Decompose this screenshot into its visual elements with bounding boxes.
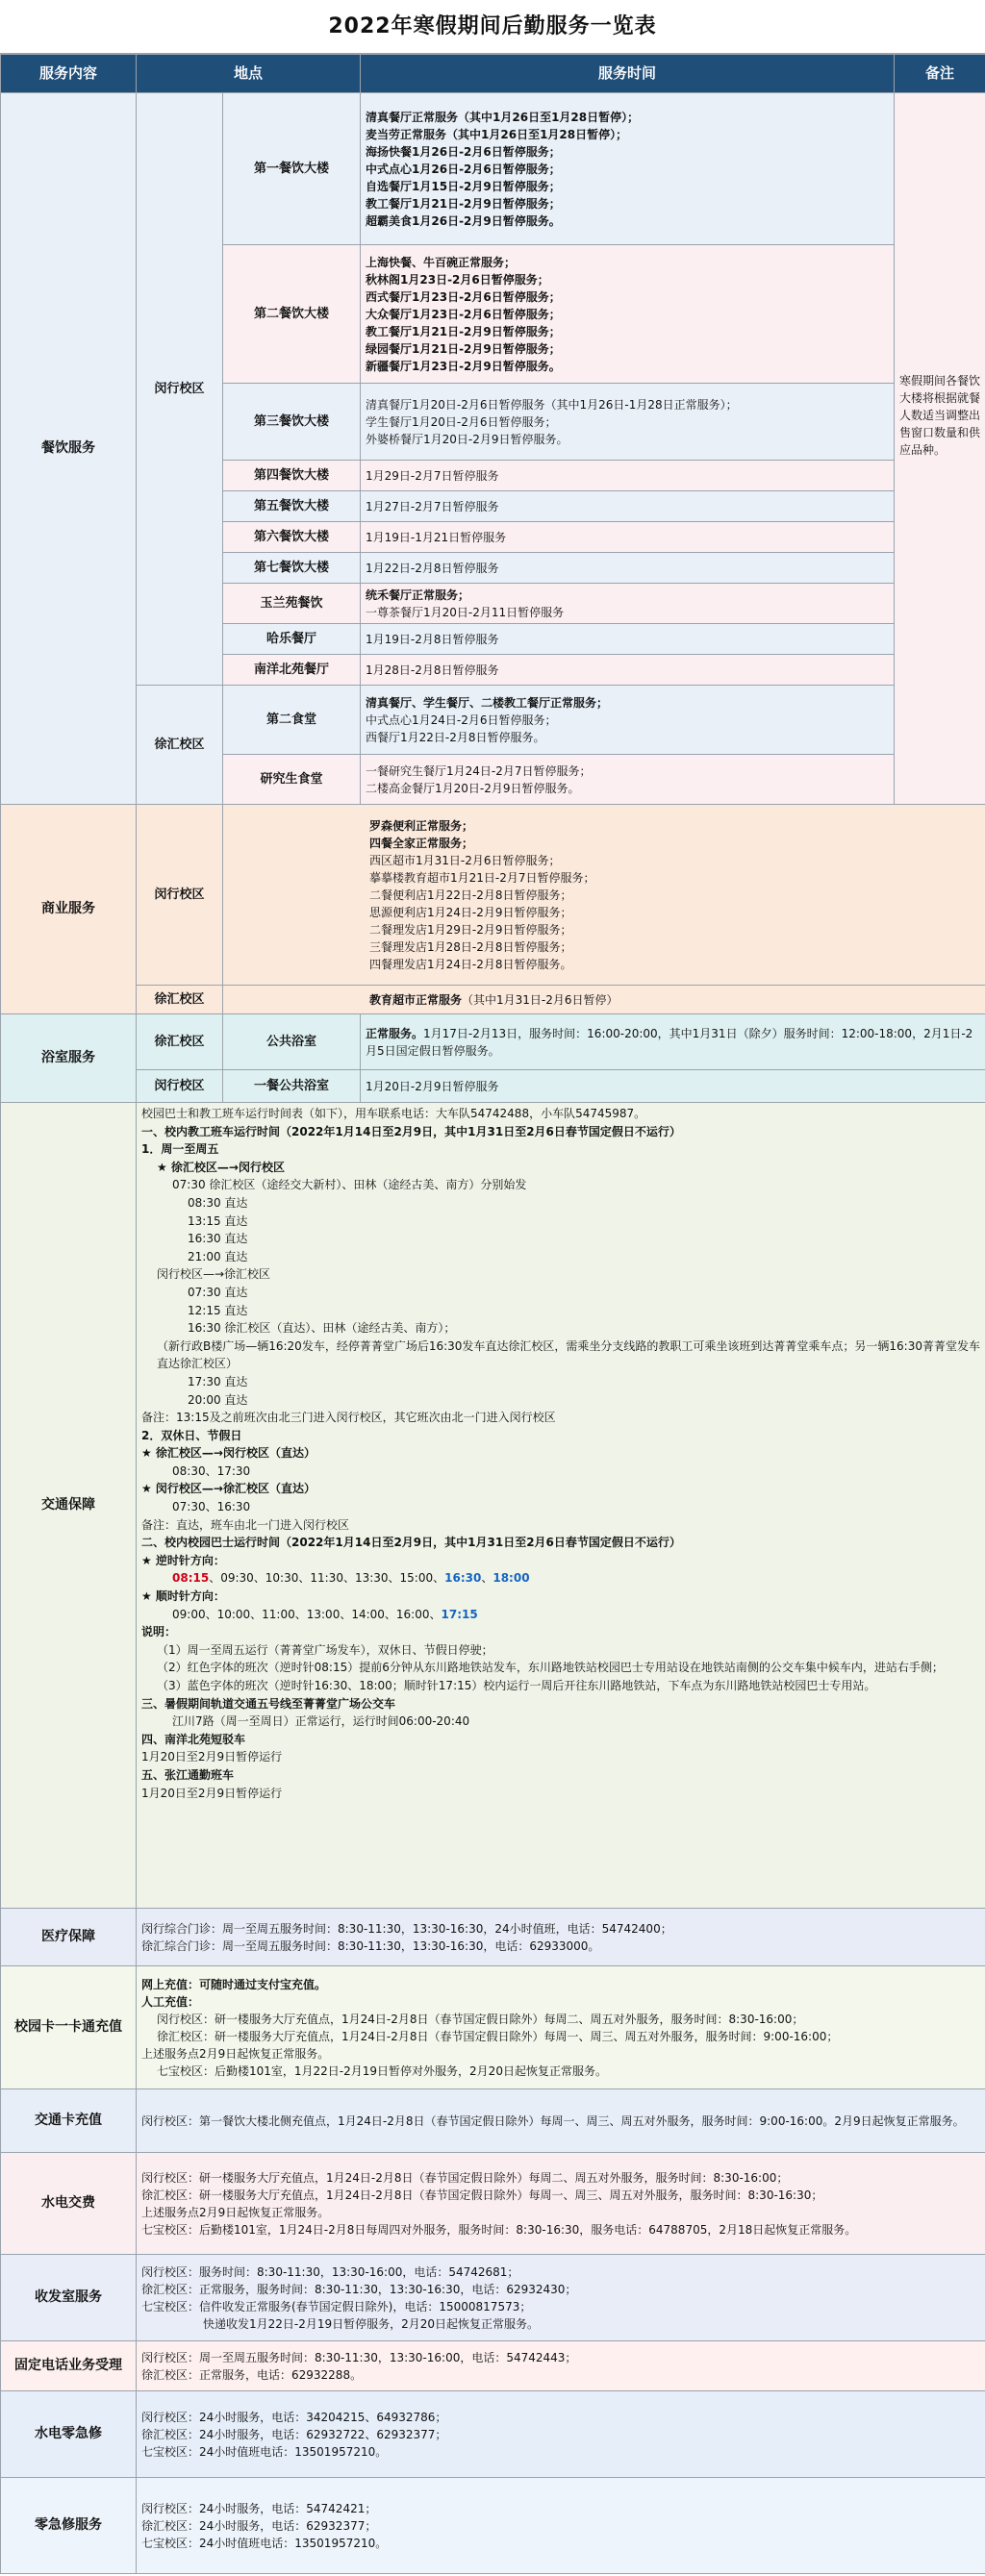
table-row: [1, 2255, 985, 2341]
cw-time-list: 09:00、10:00、11:00、13:00、14:00、16:00、: [172, 1607, 442, 1621]
campus-minhang: 闵行校区: [137, 805, 223, 986]
table-row: [1, 1103, 985, 1909]
service-time-cell: [223, 805, 985, 986]
service-line: 海扬快餐1月26日-2月6日暂停服务；: [366, 144, 561, 159]
service-line: 备注：13:15及之前班次由北三门进入闵行校区，其它班次由北一门进入闵行校区: [141, 1411, 556, 1425]
service-line: 20:00 直达: [188, 1392, 248, 1407]
service-line: 清真餐厅1月20日-2月6日暂停服务（其中1月26日-1月28日正常服务）；: [366, 397, 738, 412]
table-row: [1, 805, 985, 986]
service-line: 闵行校区：服务时间：8:30-11:30，13:30-16:00，电话：54742681；: [141, 2264, 519, 2279]
location-cell: 一餐公共浴室: [223, 1070, 361, 1103]
campus-minhang: 闵行校区: [137, 1070, 223, 1103]
service-line: 上述服务点2月9日起恢复正常服务。: [141, 2046, 330, 2061]
service-line: 七宝校区：后勤楼101室，1月24日-2月8日每周四对外服务，服务时间：8:30-16:30，服务电话：64788705，2月18日起恢复正常服务。: [141, 2222, 857, 2237]
service-line: 1．周一至周五: [141, 1142, 219, 1157]
service-line: （其中1月31日-2月6日暂停）: [462, 992, 619, 1007]
service-line: 七宝校区：24小时值班电话：13501957210。: [141, 2444, 388, 2459]
service-line: 一尊茶餐厅1月20日-2月11日暂停服务: [366, 605, 565, 619]
service-line: 超霸美食1月26日-2月9日暂停服务。: [366, 213, 561, 228]
service-line: 大众餐厅1月23日-2月6日暂停服务；: [366, 307, 561, 321]
service-line: 中式点心1月24日-2月6日暂停服务；: [366, 713, 557, 727]
table-header-row: [1, 55, 985, 93]
table-row: [1, 2478, 985, 2574]
service-line: 西餐厅1月22日-2月8日暂停服务。: [366, 730, 545, 744]
table-row: [1, 686, 985, 755]
service-line: ★ 顺时针方向：: [141, 1589, 225, 1604]
service-time-cell: [361, 461, 895, 491]
service-line: ★ 闵行校区—→徐汇校区（直达）: [141, 1482, 316, 1496]
service-line: 教工餐厅1月21日-2月9日暂停服务；: [366, 324, 561, 338]
service-line: 07:30、16:30: [172, 1500, 251, 1514]
service-line: 四、南洋北苑短驳车: [141, 1732, 246, 1746]
service-line: 麦当劳正常服务（其中1月26日至1月28日暂停）；: [366, 127, 628, 141]
service-line: 一、校内教工班车运行时间（2022年1月14日至2月9日，其中1月31日至2月6日春节国定假日不运行）: [141, 1124, 681, 1138]
service-line: ★ 徐汇校区—→闵行校区: [157, 1160, 285, 1174]
service-line: 12:15 直达: [188, 1303, 248, 1317]
service-line: 21:00 直达: [188, 1249, 248, 1263]
service-line: 二餐理发店1月29日-2月9日暂停服务；: [369, 922, 572, 937]
table-row: [1, 2153, 985, 2255]
service-line: 徐汇综合门诊：周一至周五服务时间：8:30-11:30，13:30-16:30，电话：62933000。: [141, 1938, 600, 1953]
category-bath: 浴室服务: [1, 1014, 137, 1103]
bath-section: [1, 1014, 985, 1103]
service-line: 1月20日至2月9日暂停运行: [141, 1750, 283, 1764]
campus-xuhui: 徐汇校区: [137, 986, 223, 1014]
service-line: 说明：: [141, 1625, 177, 1639]
location-cell: 第一餐饮大楼: [223, 93, 361, 245]
service-time-cell: [361, 686, 895, 755]
service-time-cell: [361, 384, 895, 461]
service-line: 西区超市1月31日-2月6日暂停服务；: [369, 853, 561, 867]
category-emg: 零急修服务: [1, 2478, 137, 2574]
table-row: [1, 2089, 985, 2153]
service-line: 清真餐厅正常服务（其中1月26日至1月28日暂停）；: [366, 110, 640, 124]
category-phone: 固定电话业务受理: [1, 2341, 137, 2391]
service-line: 统禾餐厅正常服务；: [366, 588, 470, 602]
service-line: 07:30 徐汇校区（途经交大新村）、田林（途经古美、南方）分别始发: [172, 1178, 527, 1192]
location-cell: 公共浴室: [223, 1014, 361, 1070]
service-line: 教工餐厅1月21日-2月9日暂停服务；: [366, 196, 561, 211]
location-cell: 第三餐饮大楼: [223, 384, 361, 461]
header-time: 服务时间: [361, 55, 895, 93]
service-line: 校园巴士和教工班车运行时间表（如下），用车联系电话：大车队54742488，小车队54745987。: [141, 1107, 646, 1120]
service-line: 08:30 直达: [188, 1195, 248, 1210]
service-line: 四餐全家正常服务；: [369, 836, 474, 850]
service-line: 七宝校区：24小时值班电话：13501957210。: [141, 2536, 388, 2550]
service-line: 1月27日-2月7日暂停服务: [366, 499, 499, 513]
service-time-cell: [361, 755, 895, 805]
service-time-cell: [361, 584, 895, 624]
page-title: 2022年寒假期间后勤服务一览表: [0, 0, 985, 54]
service-line: （新行政B楼广场—辆16:20发车，经停菁菁堂广场后16:30发车直达徐汇校区，需乘坐分支线路的教职工可乘坐该班到达菁菁堂乘车点；另一辆16:30菁菁堂发车直达徐汇校区）: [157, 1338, 980, 1371]
cw-time-blue: 17:15: [441, 1607, 478, 1621]
table-row: [1, 1014, 985, 1070]
service-line: 自选餐厅1月15日-2月9日暂停服务；: [366, 179, 561, 193]
service-line: （3）蓝色字体的班次（逆时针16:30、18:00；顺时针17:15）校内运行一周后开往东川路地铁站，下车点为东川路地铁站校园巴士专用站。: [157, 1679, 876, 1692]
category-mail: 收发室服务: [1, 2255, 137, 2341]
service-line: 闵行校区：第一餐饮大楼北侧充值点，1月24日-2月8日（春节国定假日除外）每周一、周三、周五对外服务，服务时间：9:00-16:00。2月9日起恢复正常服务。: [141, 2113, 965, 2128]
service-line: 思源便利店1月24日-2月9日暂停服务；: [369, 905, 572, 919]
header-note: 备注: [895, 55, 985, 93]
service-line: 1月22日-2月8日暂停服务: [366, 561, 499, 575]
service-line: 上海快餐、牛百碗正常服务；: [366, 255, 517, 269]
location-cell: 第七餐饮大楼: [223, 553, 361, 584]
service-time-cell: [137, 2089, 985, 2153]
table-row: [1, 986, 985, 1014]
service-line: 徐汇校区：研一楼服务大厅充值点，1月24日-2月8日（春节国定假日除外）每周一、周三、周五对外服务，服务时间：9:00-16:00；: [157, 2029, 839, 2043]
table-row: [1, 2341, 985, 2391]
table-row: [1, 2391, 985, 2478]
service-line: 备注：直达，班车由北一门进入闵行校区: [141, 1517, 350, 1532]
location-cell: 第二餐饮大楼: [223, 245, 361, 384]
service-line: 秋林阁1月23日-2月6日暂停服务；: [366, 272, 549, 287]
service-time-cell: [361, 522, 895, 553]
service-line: 闵行校区：研一楼服务大厅充值点，1月24日-2月8日（春节国定假日除外）每周二、周五对外服务，服务时间：8:30-16:00；: [141, 2170, 789, 2185]
service-time-cell: [361, 93, 895, 245]
service-time-cell: [361, 655, 895, 686]
header-location: 地点: [137, 55, 361, 93]
service-line: 西式餐厅1月23日-2月6日暂停服务；: [366, 289, 561, 304]
service-line: 二、校内校园巴士运行时间（2022年1月14日至2月9日，其中1月31日至2月6日春节国定假日不运行）: [141, 1536, 681, 1550]
ccw-time-blue: 16:30: [444, 1571, 482, 1586]
service-line: 徐汇校区：正常服务，服务时间：8:30-11:30，13:30-16:30，电话：62932430；: [141, 2282, 577, 2296]
service-line: 徐汇校区：24小时服务，电话：62932377；: [141, 2518, 377, 2533]
service-line: 上述服务点2月9日起恢复正常服务。: [141, 2205, 330, 2219]
service-line: 一餐研究生餐厅1月24日-2月7日暂停服务；: [366, 763, 592, 778]
category-traffic: 交通保障: [1, 1103, 137, 1909]
service-time-cell: [137, 2341, 985, 2391]
service-time-cell: [137, 1103, 985, 1909]
service-line: 清真餐厅、学生餐厅、二楼教工餐厅正常服务；: [366, 695, 609, 710]
service-line: 13:15 直达: [188, 1213, 248, 1228]
service-line: 罗森便利正常服务；: [369, 818, 474, 833]
location-cell: 哈乐餐厅: [223, 624, 361, 655]
service-line: （1）周一至周五运行（菁菁堂广场发车），双休日、节假日停驶；: [157, 1642, 493, 1657]
service-line: 二楼高金餐厅1月20日-2月9日暂停服务。: [366, 781, 580, 795]
service-time-cell: [223, 986, 985, 1014]
table-row: [1, 1909, 985, 1966]
service-time-cell: [137, 2478, 985, 2574]
table-row: [1, 1966, 985, 2089]
business-section: [1, 805, 985, 1014]
service-line: ★ 徐汇校区—→闵行校区（直达）: [141, 1446, 316, 1461]
service-time-cell: [361, 491, 895, 522]
ccw-time-sep: 、: [481, 1571, 493, 1586]
location-cell: 第二食堂: [223, 686, 361, 755]
service-line: 七宝校区：信件收发正常服务(春节国定假日除外)，电话：15000817573；: [141, 2299, 532, 2313]
header-content: 服务内容: [1, 55, 137, 93]
cw-times: [141, 1606, 980, 1624]
service-line: 四餐理发店1月24日-2月8日暂停服务。: [369, 957, 572, 971]
service-time-cell: [361, 1014, 985, 1070]
service-line: 绿园餐厅1月21日-2月9日暂停服务；: [366, 341, 561, 356]
note-dining: 寒假期间各餐饮大楼将根据就餐人数适当调整出售窗口数量和供应品种。: [895, 93, 985, 805]
location-cell: 研究生食堂: [223, 755, 361, 805]
service-line: 三餐理发店1月28日-2月8日暂停服务；: [369, 939, 572, 954]
service-line: ★ 逆时针方向：: [141, 1553, 225, 1567]
service-line: 网上充值：可随时通过支付宝充值。: [141, 1977, 327, 1991]
service-line: 江川7路（周一至周日）正常运行，运行时间06:00-20:40: [172, 1714, 470, 1729]
location-cell: 第六餐饮大楼: [223, 522, 361, 553]
category-fix: 水电零急修: [1, 2391, 137, 2478]
service-time-cell: [137, 2153, 985, 2255]
simple-sections: [1, 1909, 985, 2574]
service-line: 三、暑假期间轨道交通五号线至菁菁堂广场公交车: [141, 1696, 396, 1711]
campus-xuhui: 徐汇校区: [137, 686, 223, 805]
service-line: 2．双休日、节假日: [141, 1428, 242, 1442]
service-line: 外婆桥餐厅1月20日-2月9日暂停服务。: [366, 432, 568, 446]
table-row: [1, 93, 985, 245]
traffic-section: [1, 1103, 985, 1909]
location-cell: 第四餐饮大楼: [223, 461, 361, 491]
service-table: [0, 54, 985, 2574]
service-time-cell: [361, 245, 895, 384]
service-line: 二餐便利店1月22日-2月8日暂停服务；: [369, 888, 572, 902]
ccw-time-blue: 18:00: [492, 1571, 530, 1586]
service-line: 闵行校区：周一至周五服务时间：8:30-11:30，13:30-16:00，电话：54742443；: [141, 2350, 577, 2364]
service-line: 闵行校区：研一楼服务大厅充值点，1月24日-2月8日（春节国定假日除外）每周二、周五对外服务，服务时间：8:30-16:00；: [157, 2012, 804, 2026]
ccw-time-red: 08:15: [172, 1571, 210, 1586]
ccw-times: [141, 1569, 980, 1588]
service-line: 闵行综合门诊：周一至周五服务时间：8:30-11:30，13:30-16:30，24小时值班，电话：54742400；: [141, 1921, 672, 1936]
service-line: 徐汇校区：正常服务，电话：62932288。: [141, 2367, 363, 2382]
service-time-cell: [137, 2391, 985, 2478]
service-line: 学生餐厅1月20日-2月6日暂停服务；: [366, 414, 557, 429]
service-line: 教育超市正常服务: [369, 992, 463, 1007]
service-line: 正常服务。: [366, 1026, 424, 1040]
service-time-cell: [137, 1909, 985, 1966]
service-line: 徐汇校区：研一楼服务大厅充值点，1月24日-2月8日（春节国定假日除外）每周一、周三、周五对外服务，服务时间：8:30-16:30；: [141, 2188, 823, 2202]
service-time-cell: 1月20日-2月9日暂停服务: [361, 1070, 985, 1103]
location-cell: 玉兰苑餐饮: [223, 584, 361, 624]
service-line: 人工充值：: [141, 1994, 200, 2009]
service-line: 16:30 徐汇校区（直达）、田林（途经古美、南方）；: [188, 1321, 456, 1336]
service-line: 七宝校区：后勤楼101室，1月22日-2月19日暂停对外服务，2月20日起恢复正常服务。: [157, 2063, 607, 2078]
service-time-cell: [137, 2255, 985, 2341]
service-line: 中式点心1月26日-2月6日暂停服务；: [366, 162, 561, 176]
service-line: 1月20日至2月9日暂停运行: [141, 1786, 283, 1800]
service-line: 快递收发1月22日-2月19日暂停服务，2月20日起恢复正常服务。: [203, 2316, 540, 2331]
service-line: 16:30 直达: [188, 1232, 248, 1246]
service-time-cell: [361, 624, 895, 655]
service-line: 新疆餐厅1月23日-2月9日暂停服务。: [366, 359, 561, 373]
service-line: 闵行校区：24小时服务，电话：34204215、64932786；: [141, 2410, 447, 2424]
campus-minhang: 闵行校区: [137, 93, 223, 686]
service-line: 闵行校区：24小时服务，电话：54742421；: [141, 2501, 377, 2515]
service-line: 07:30 直达: [188, 1285, 248, 1299]
service-line: 1月19日-1月21日暂停服务: [366, 530, 507, 544]
service-line: 17:30 直达: [188, 1374, 248, 1388]
service-line: 五、张江通勤班车: [141, 1767, 235, 1782]
ccw-time-list: 、09:30、10:30、11:30、13:30、15:00、: [209, 1571, 445, 1586]
service-line: 08:30、17:30: [172, 1463, 251, 1478]
category-card: 校园卡一卡通充值: [1, 1966, 137, 2089]
service-line: 1月28日-2月8日暂停服务: [366, 663, 499, 677]
location-cell: 第五餐饮大楼: [223, 491, 361, 522]
service-line: 1月29日-2月7日暂停服务: [366, 468, 499, 483]
category-dining: 餐饮服务: [1, 93, 137, 805]
service-line: 摹摹楼教育超市1月21日-2月7日暂停服务；: [369, 870, 595, 885]
table-row: [1, 1070, 985, 1103]
service-time-cell: [137, 1966, 985, 2089]
service-line: 1月17日-2月13日，服务时间：16:00-20:00，其中1月31日（除夕）服务时间：12:00-18:00，2月1日-2月5日国定假日暂停服务。: [366, 1026, 973, 1058]
service-time-cell: [361, 553, 895, 584]
service-line: （2）红色字体的班次（逆时针08:15）提前6分钟从东川路地铁站发车，东川路地铁站校园巴士专用站设在地铁站南侧的公交车集中候车内，进站右手侧；: [157, 1661, 944, 1675]
category-medical: 医疗保障: [1, 1909, 137, 1966]
service-line: 1月19日-2月8日暂停服务: [366, 632, 499, 646]
service-line: 徐汇校区：24小时服务，电话：62932722、62932377；: [141, 2427, 447, 2441]
campus-xuhui: 徐汇校区: [137, 1014, 223, 1070]
dining-section: [1, 93, 985, 805]
location-cell: 南洋北苑餐厅: [223, 655, 361, 686]
category-business: 商业服务: [1, 805, 137, 1014]
category-water: 水电交费: [1, 2153, 137, 2255]
category-tcard: 交通卡充值: [1, 2089, 137, 2153]
service-line: 闵行校区—→徐汇校区: [157, 1267, 271, 1282]
